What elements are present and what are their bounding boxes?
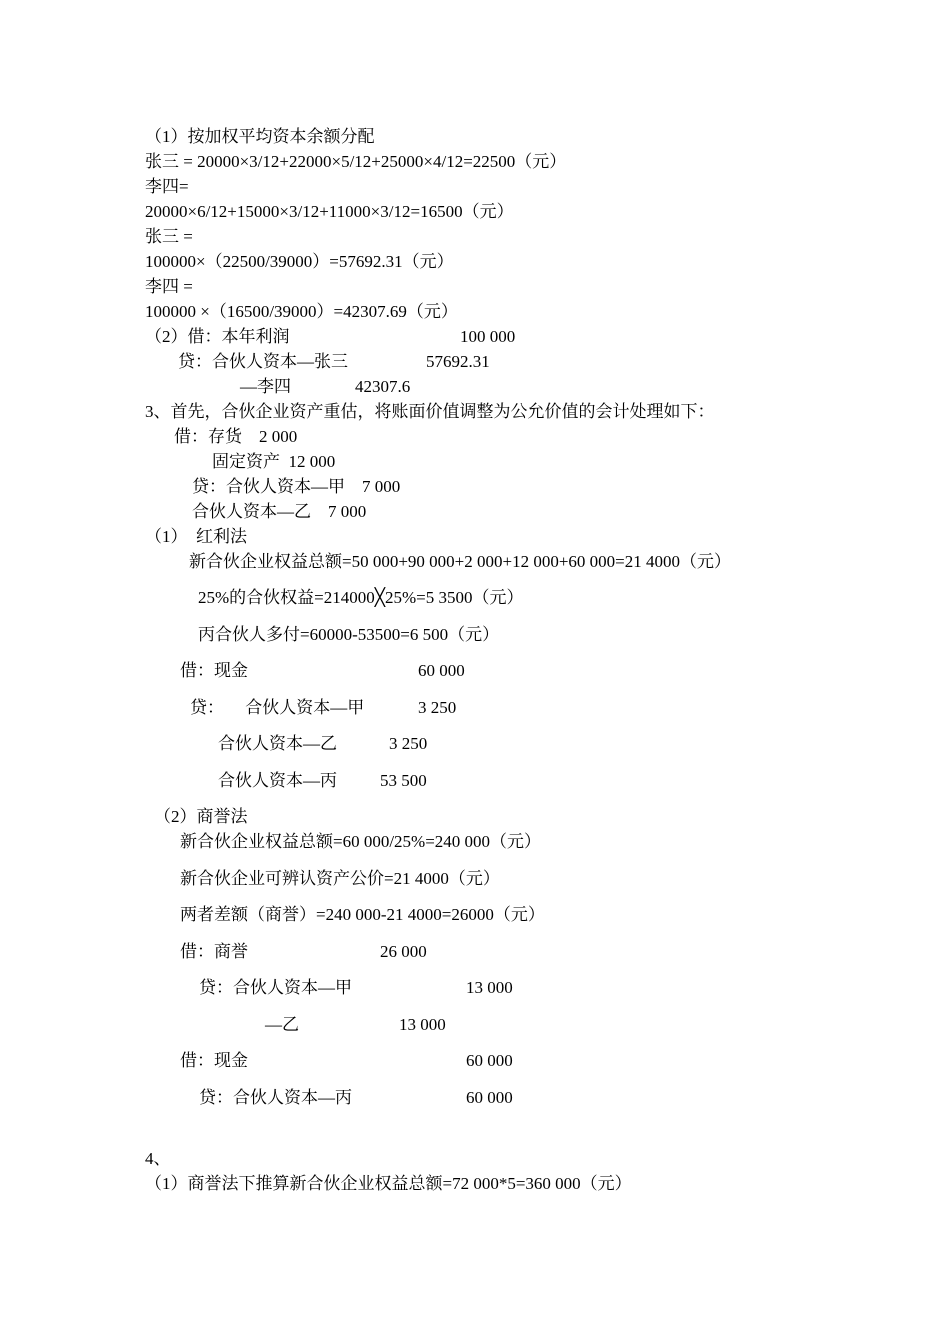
bonus-credit-bing-label: 合伙人资本—丙 <box>218 771 337 790</box>
goodwill-debit-cash-label: 借：现金 <box>180 1051 248 1070</box>
journal-credit-zhangsan-amount: 57692.31 <box>426 352 490 371</box>
section4-title: 4、 <box>145 1149 171 1168</box>
journal-credit-lisi-label: —李四 <box>240 377 291 396</box>
goodwill-credit-jia-label: 贷：合伙人资本—甲 <box>199 978 352 997</box>
bonus-total-equity: 新合伙企业权益总额=50 000+90 000+2 000+12 000+60 000=21 4000（元） <box>189 552 732 571</box>
goodwill-debit-cash-amount: 60 000 <box>466 1051 513 1070</box>
revaluation-credit-jia: 贷：合伙人资本—甲 7 000 <box>192 477 401 496</box>
goodwill-total-equity: 新合伙企业权益总额=60 000/25%=240 000（元） <box>180 832 542 851</box>
bonus-credit-jia-amount: 3 250 <box>418 698 457 717</box>
section1-title: （1）按加权平均资本余额分配 <box>145 127 375 146</box>
goodwill-debit-label: 借：商誉 <box>180 942 248 961</box>
revaluation-fixed-assets: 固定资产 12 000 <box>212 452 336 471</box>
bonus-credit-bing-amount: 53 500 <box>380 771 427 790</box>
goodwill-method-title: （2）商誉法 <box>154 807 248 826</box>
goodwill-difference: 两者差额（商誉）=240 000-21 4000=26000（元） <box>180 905 545 924</box>
lisi-label: 李四= <box>145 177 189 196</box>
bonus-method-title: （1） 红利法 <box>145 527 247 546</box>
lisi-profit-share: 100000 ×（16500/39000）=42307.69（元） <box>145 302 458 321</box>
journal-debit-label: （2）借：本年利润 <box>145 327 290 346</box>
bonus-credit-jia-label: 贷： 合伙人资本—甲 <box>190 698 365 717</box>
lisi-label-2: 李四 = <box>145 277 193 296</box>
revaluation-credit-yi: 合伙人资本—乙 7 000 <box>192 502 367 521</box>
goodwill-credit-yi-amount: 13 000 <box>399 1015 446 1034</box>
goodwill-identifiable-assets: 新合伙企业可辨认资产公价=21 4000（元） <box>180 869 500 888</box>
lisi-weighted-capital: 20000×6/12+15000×3/12+11000×3/12=16500（元） <box>145 202 514 221</box>
bonus-overpayment: 丙合伙人多付=60000-53500=6 500（元） <box>198 625 500 644</box>
bonus-credit-yi-amount: 3 250 <box>389 734 428 753</box>
bonus-debit-cash-amount: 60 000 <box>418 661 465 680</box>
journal-credit-zhangsan-label: 贷：合伙人资本—张三 <box>178 352 348 371</box>
section3-title: 3、首先，合伙企业资产重估，将账面价值调整为公允价值的会计处理如下： <box>145 402 715 421</box>
journal-debit-amount: 100 000 <box>460 327 516 346</box>
revaluation-inventory: 借：存货 2 000 <box>174 427 298 446</box>
section4-goodwill-equity: （1）商誉法下推算新合伙企业权益总额=72 000*5=360 000（元） <box>145 1174 632 1193</box>
goodwill-credit-jia-amount: 13 000 <box>466 978 513 997</box>
goodwill-credit-bing-label: 贷：合伙人资本—丙 <box>199 1088 352 1107</box>
bonus-credit-yi-label: 合伙人资本—乙 <box>218 734 337 753</box>
journal-credit-lisi-amount: 42307.6 <box>355 377 411 396</box>
zhangsan-label: 张三 = <box>145 227 193 246</box>
goodwill-credit-bing-amount: 60 000 <box>466 1088 513 1107</box>
goodwill-credit-yi-label: —乙 <box>265 1015 299 1034</box>
bonus-25pct-equity: 25%的合伙权益=214000╳25%=5 3500（元） <box>198 588 524 607</box>
goodwill-debit-amount: 26 000 <box>380 942 427 961</box>
bonus-debit-cash-label: 借：现金 <box>180 661 248 680</box>
zhangsan-profit-share: 100000×（22500/39000）=57692.31（元） <box>145 252 454 271</box>
zhangsan-weighted-capital: 张三 = 20000×3/12+22000×5/12+25000×4/12=22500（元） <box>145 152 567 171</box>
